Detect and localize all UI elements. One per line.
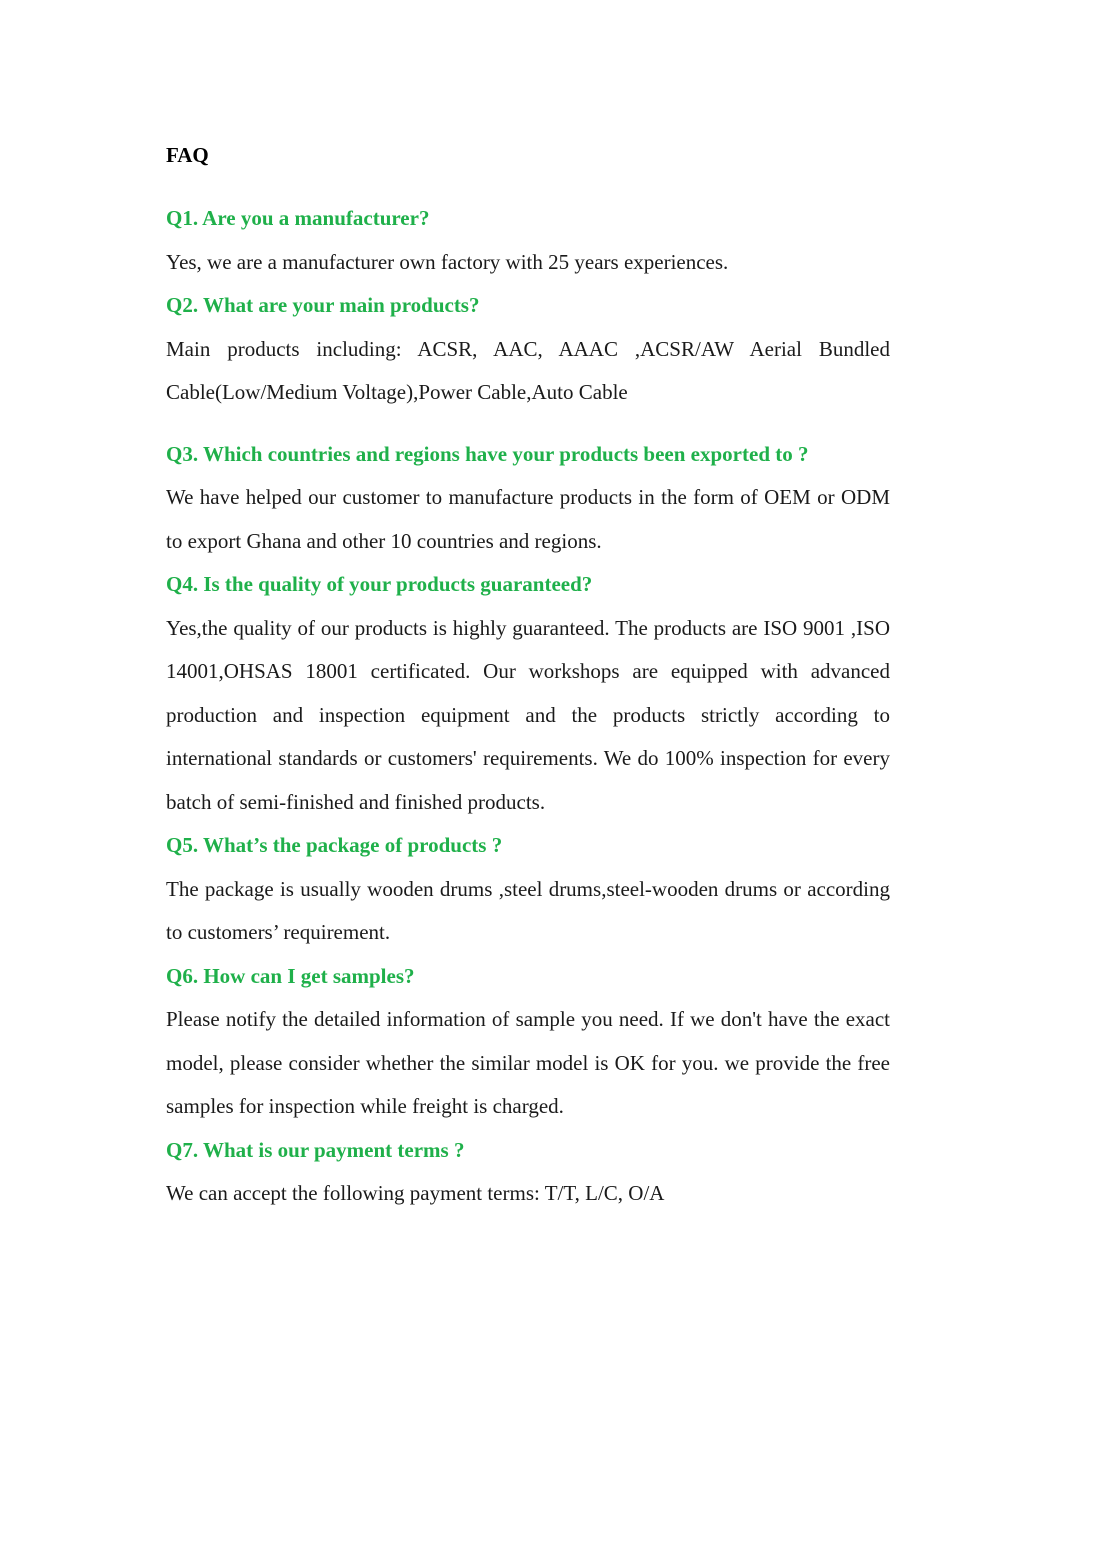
faq-question-6: Q6. How can I get samples? xyxy=(166,963,415,988)
page-title: FAQ xyxy=(166,143,209,167)
faq-question-4: Q4. Is the quality of your products guaranteed? xyxy=(166,572,593,596)
faq-question-3: Q3. Which countries and regions have your products been exported to ? xyxy=(166,441,809,466)
faq-question-5: Q5. What’s the package of products ? xyxy=(166,833,503,857)
faq-answer-1: Yes, we are a manufacturer own factory with 25 years experiences. xyxy=(166,249,729,274)
faq-item-7 xyxy=(166,1129,890,1216)
faq-answer-3: We have helped our customer to manufacture products in the form of OEM or ODM to export Ghana and other 10 countries and regions. xyxy=(166,485,890,553)
faq-answer-6: Please notify the detailed information of sample you need. If we don't have the exact model, please consider whether the similar model is OK for you. we provide the free samples for inspection while freight is charged. xyxy=(166,1007,890,1118)
faq-item-6 xyxy=(166,955,890,1129)
faq-item-2 xyxy=(166,284,890,415)
faq-answer-5: The package is usually wooden drums ,steel drums,steel-wooden drums or according to customers’ requirement. xyxy=(166,876,890,944)
faq-question-1: Q1. Are you a manufacturer? xyxy=(166,206,430,230)
faq-question-2: Q2. What are your main products? xyxy=(166,293,480,317)
faq-answer-7: We can accept the following payment terms: T/T, L/C, O/A xyxy=(166,1181,665,1205)
faq-item-3 xyxy=(166,433,890,564)
faq-item-4 xyxy=(166,563,890,824)
faq-item-5 xyxy=(166,824,890,955)
faq-answer-2: Main products including: ACSR, AAC, AAAC ,ACSR/AW Aerial Bundled Cable(Low/Medium Voltage),Power Cable,Auto Cable xyxy=(166,336,890,404)
faq-item-1 xyxy=(166,197,890,284)
faq-answer-4: Yes,the quality of our products is highly guaranteed. The products are ISO 9001 ,ISO 14001,OHSAS 18001 certificated. Our workshops are equipped with advanced production and inspection equipment and the products strictly according to international standards or customers' requirements. We do 100% inspection for every batch of semi-finished and finished products. xyxy=(166,615,890,814)
faq-question-7: Q7. What is our payment terms ? xyxy=(166,1137,465,1162)
document-page xyxy=(166,138,890,1216)
